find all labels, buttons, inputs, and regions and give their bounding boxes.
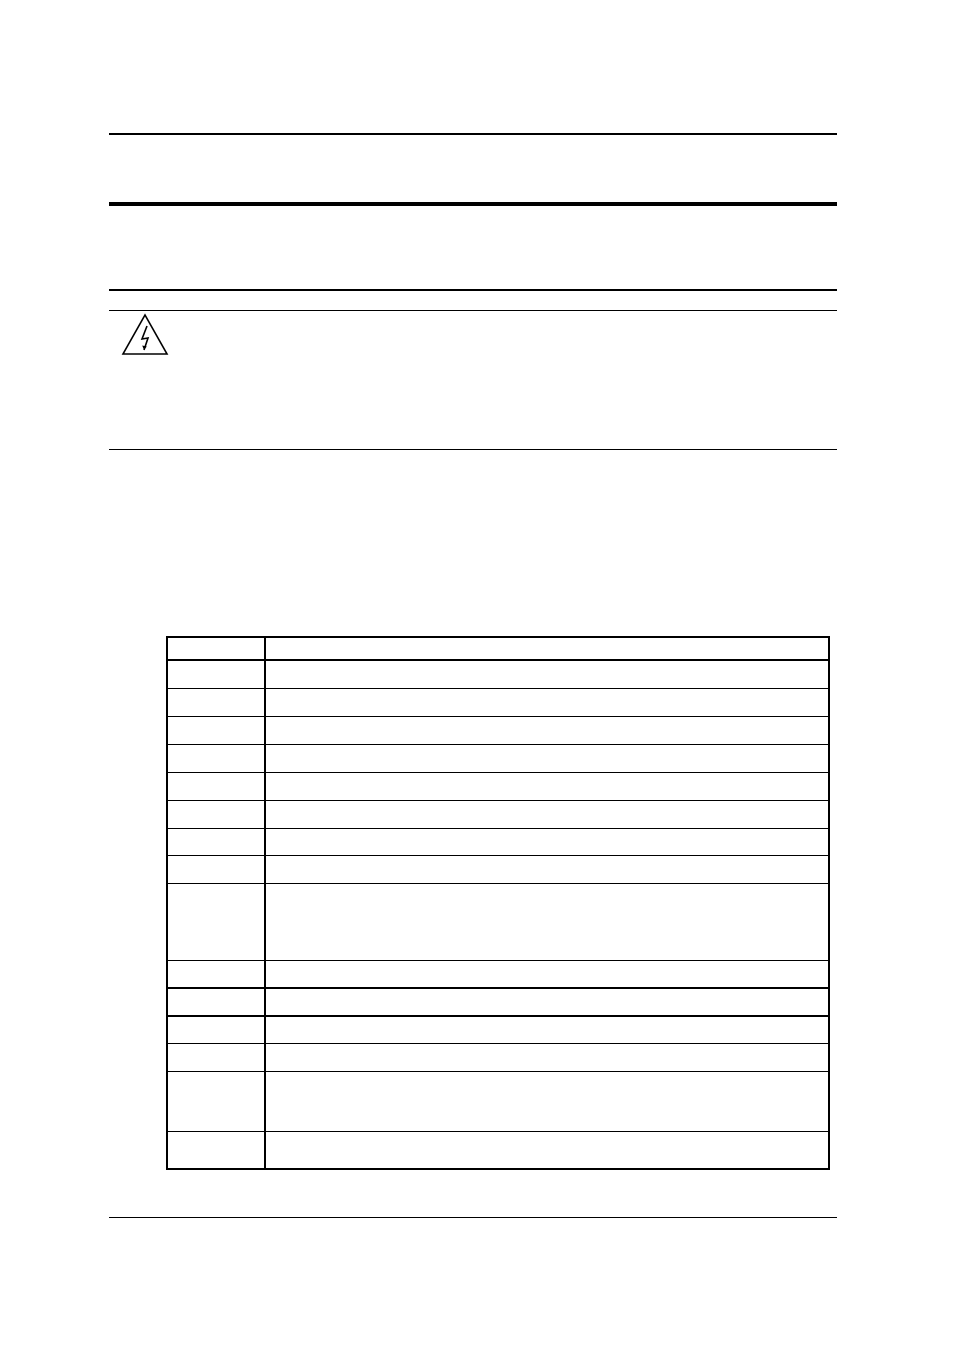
table-cell (168, 884, 266, 960)
table-row (168, 745, 828, 773)
table-cell (168, 717, 266, 744)
table-header-row (168, 638, 828, 661)
footer-rule (109, 1217, 837, 1218)
table-cell (168, 856, 266, 883)
table-cell (168, 801, 266, 828)
section-rule (109, 289, 837, 291)
table-cell (168, 689, 266, 716)
table-cell (168, 989, 266, 1015)
table-row (168, 856, 828, 884)
table-cell (168, 829, 266, 855)
table-cell (168, 661, 266, 688)
table-row (168, 1044, 828, 1072)
table-cell (266, 884, 828, 960)
table-row (168, 717, 828, 745)
table-row (168, 661, 828, 689)
table-cell (266, 989, 828, 1015)
table-row (168, 1017, 828, 1044)
table-cell (266, 1017, 828, 1043)
table-header-cell (266, 638, 828, 659)
header-rule (109, 133, 837, 135)
table-row (168, 773, 828, 801)
table-cell (266, 689, 828, 716)
table-cell (168, 1044, 266, 1071)
table-row (168, 989, 828, 1017)
warning-top-rule (109, 310, 837, 311)
table-row (168, 884, 828, 961)
table-cell (266, 1044, 828, 1071)
table-cell (266, 773, 828, 800)
table-cell (168, 1072, 266, 1131)
table-row (168, 1072, 828, 1132)
table-cell (266, 661, 828, 688)
table-cell (266, 1072, 828, 1131)
table-cell (168, 961, 266, 987)
warning-bottom-rule (109, 449, 837, 450)
table-cell (266, 829, 828, 855)
spec-table (166, 636, 830, 1170)
table-row (168, 961, 828, 989)
table-row (168, 801, 828, 829)
electrical-hazard-icon (121, 313, 169, 356)
table-row (168, 829, 828, 856)
table-cell (266, 856, 828, 883)
table-cell (266, 1132, 828, 1168)
table-cell (168, 1132, 266, 1168)
table-cell (168, 1017, 266, 1043)
table-cell (266, 801, 828, 828)
table-cell (168, 745, 266, 772)
table-cell (266, 745, 828, 772)
table-cell (266, 717, 828, 744)
table-cell (168, 773, 266, 800)
table-row (168, 689, 828, 717)
table-header-cell (168, 638, 266, 659)
chapter-heading-rule (109, 202, 837, 206)
table-cell (266, 961, 828, 987)
table-row (168, 1132, 828, 1168)
